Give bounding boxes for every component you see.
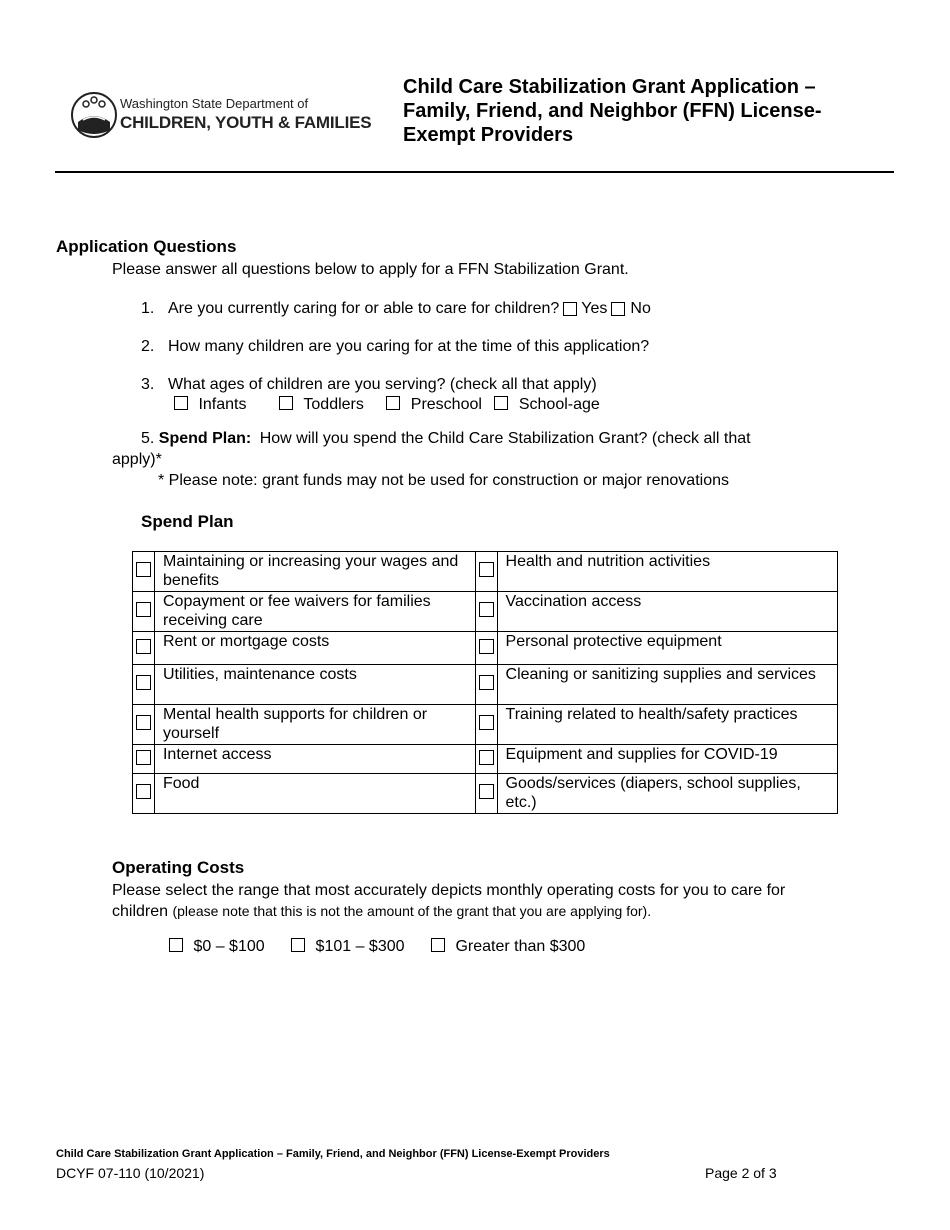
spend-plan-checkbox[interactable] [479, 602, 494, 617]
spend-plan-checkbox[interactable] [479, 784, 494, 799]
application-intro: Please answer all questions below to apply for a FFN Stabilization Grant. [112, 261, 629, 278]
spend-plan-checkbox-cell [133, 632, 155, 665]
spend-plan-checkbox-cell [475, 552, 497, 592]
spend-plan-checkbox[interactable] [136, 675, 151, 690]
q3-option-label: School-age [518, 396, 600, 413]
spend-plan-row [133, 552, 838, 592]
q3-toddlers-checkbox[interactable] [279, 396, 293, 410]
spend-plan-option-label: Rent or mortgage costs [154, 632, 475, 665]
spend-plan-table [132, 551, 838, 814]
spend-plan-option-label: Training related to health/safety practices [497, 705, 837, 745]
q3-option-label: Infants [198, 396, 247, 413]
spend-plan-checkbox-cell [475, 592, 497, 632]
question-5 [141, 430, 751, 448]
footer-title: Child Care Stabilization Grant Application – Family, Friend, and Neighbor (FFN) License-Exempt Providers [56, 1148, 610, 1160]
spend-plan-checkbox[interactable] [479, 750, 494, 765]
agency-name-line1: Washington State Department of [120, 96, 309, 111]
spend-plan-row [133, 745, 838, 774]
question-number: 5. [141, 430, 155, 447]
spend-plan-checkbox-cell [475, 774, 497, 814]
spend-plan-option-label: Mental health supports for children or yourself [154, 705, 475, 745]
question-label: Spend Plan: [158, 430, 252, 447]
spend-plan-option-label: Copayment or fee waivers for families receiving care [154, 592, 475, 632]
question-2 [141, 338, 649, 356]
operating-costs-options [169, 938, 585, 956]
q3-preschool-checkbox[interactable] [386, 396, 400, 410]
application-questions-heading: Application Questions [56, 237, 237, 256]
spend-plan-checkbox[interactable] [136, 602, 151, 617]
spend-plan-checkbox[interactable] [479, 562, 494, 577]
spend-plan-option-label: Cleaning or sanitizing supplies and services [497, 665, 837, 705]
spend-plan-option-label: Health and nutrition activities [497, 552, 837, 592]
spend-plan-option-label: Internet access [154, 745, 475, 774]
title-line1: Child Care Stabilization Grant Application – [403, 76, 816, 98]
q3-option-label: Toddlers [303, 396, 364, 413]
cost-option-label: $101 – $300 [315, 938, 405, 955]
question-text: How will you spend the Child Care Stabilization Grant? (check all that [259, 430, 751, 447]
spend-plan-row [133, 665, 838, 705]
spend-plan-checkbox-cell [475, 665, 497, 705]
spend-plan-checkbox-cell [475, 745, 497, 774]
spend-plan-checkbox-cell [133, 592, 155, 632]
title-line2: Family, Friend, and Neighbor (FFN) License- [403, 100, 822, 122]
operating-costs-text-b: children [112, 903, 169, 920]
footer-form-number: DCYF 07-110 (10/2021) [56, 1165, 205, 1181]
spend-plan-option-label: Maintaining or increasing your wages and benefits [154, 552, 475, 592]
document-title [403, 75, 893, 147]
title-line3: Exempt Providers [403, 124, 574, 146]
spend-plan-option-label: Personal protective equipment [497, 632, 837, 665]
spend-plan-option-label: Utilities, maintenance costs [154, 665, 475, 705]
question-text: How many children are you caring for at the time of this application? [168, 338, 650, 355]
spend-plan-checkbox-cell [475, 632, 497, 665]
spend-plan-checkbox-cell [133, 774, 155, 814]
spend-plan-option-label: Goods/services (diapers, school supplies, etc.) [497, 774, 837, 814]
question-number: 1. [141, 300, 155, 317]
agency-name-line2: CHILDREN, YOUTH & FAMILIES [120, 113, 372, 132]
q1-yes-checkbox[interactable] [563, 302, 577, 316]
q3-option-label: Preschool [410, 396, 482, 413]
spend-plan-checkbox[interactable] [479, 675, 494, 690]
spend-plan-checkbox[interactable] [479, 639, 494, 654]
spend-plan-row [133, 705, 838, 745]
spend-plan-option-label: Equipment and supplies for COVID-19 [497, 745, 837, 774]
cost-option-label: Greater than $300 [455, 938, 586, 955]
operating-costs-note: (please note that this is not the amount of the grant that you are applying for). [172, 903, 652, 919]
question-1 [141, 300, 651, 318]
spend-plan-checkbox[interactable] [136, 750, 151, 765]
question-number: 3. [141, 376, 155, 393]
cost-option-label: $0 – $100 [193, 938, 265, 955]
spend-plan-checkbox-cell [133, 665, 155, 705]
spend-plan-checkbox[interactable] [136, 639, 151, 654]
question-text: What ages of children are you serving? (check all that apply) [168, 376, 597, 393]
spend-plan-checkbox-cell [133, 745, 155, 774]
spend-plan-checkbox-cell [133, 705, 155, 745]
spend-plan-option-label: Food [154, 774, 475, 814]
spend-plan-checkbox-cell [133, 552, 155, 592]
q3-options [174, 396, 600, 414]
cost-range-101-300-checkbox[interactable] [291, 938, 305, 952]
question-5-note: * Please note: grant funds may not be used for construction or major renovations [158, 472, 729, 489]
q1-no-label: No [630, 300, 651, 317]
operating-costs-heading: Operating Costs [112, 858, 245, 877]
cost-range-0-100-checkbox[interactable] [169, 938, 183, 952]
spend-plan-row [133, 632, 838, 665]
spend-plan-heading: Spend Plan [141, 512, 234, 531]
spend-plan-row [133, 592, 838, 632]
spend-plan-row [133, 774, 838, 814]
q1-no-checkbox[interactable] [611, 302, 625, 316]
question-text: Are you currently caring for or able to care for children? [168, 300, 560, 317]
cost-range-over-300-checkbox[interactable] [431, 938, 445, 952]
spend-plan-checkbox-cell [475, 705, 497, 745]
header-divider [55, 171, 894, 173]
question-number: 2. [141, 338, 155, 355]
q1-yes-label: Yes [581, 300, 608, 317]
q3-infants-checkbox[interactable] [174, 396, 188, 410]
footer-page-number: Page 2 of 3 [705, 1165, 777, 1181]
operating-costs-text: Please select the range that most accurately depicts monthly operating costs for you to care for [112, 882, 786, 899]
question-5-continued: apply)* [112, 451, 162, 468]
dcyf-logo-icon [70, 90, 120, 140]
spend-plan-checkbox[interactable] [479, 715, 494, 730]
spend-plan-checkbox[interactable] [136, 715, 151, 730]
spend-plan-checkbox[interactable] [136, 784, 151, 799]
spend-plan-option-label: Vaccination access [497, 592, 837, 632]
operating-costs-text-continued [112, 903, 651, 921]
question-3 [141, 376, 597, 394]
q3-school-age-checkbox[interactable] [494, 396, 508, 410]
spend-plan-checkbox[interactable] [136, 562, 151, 577]
